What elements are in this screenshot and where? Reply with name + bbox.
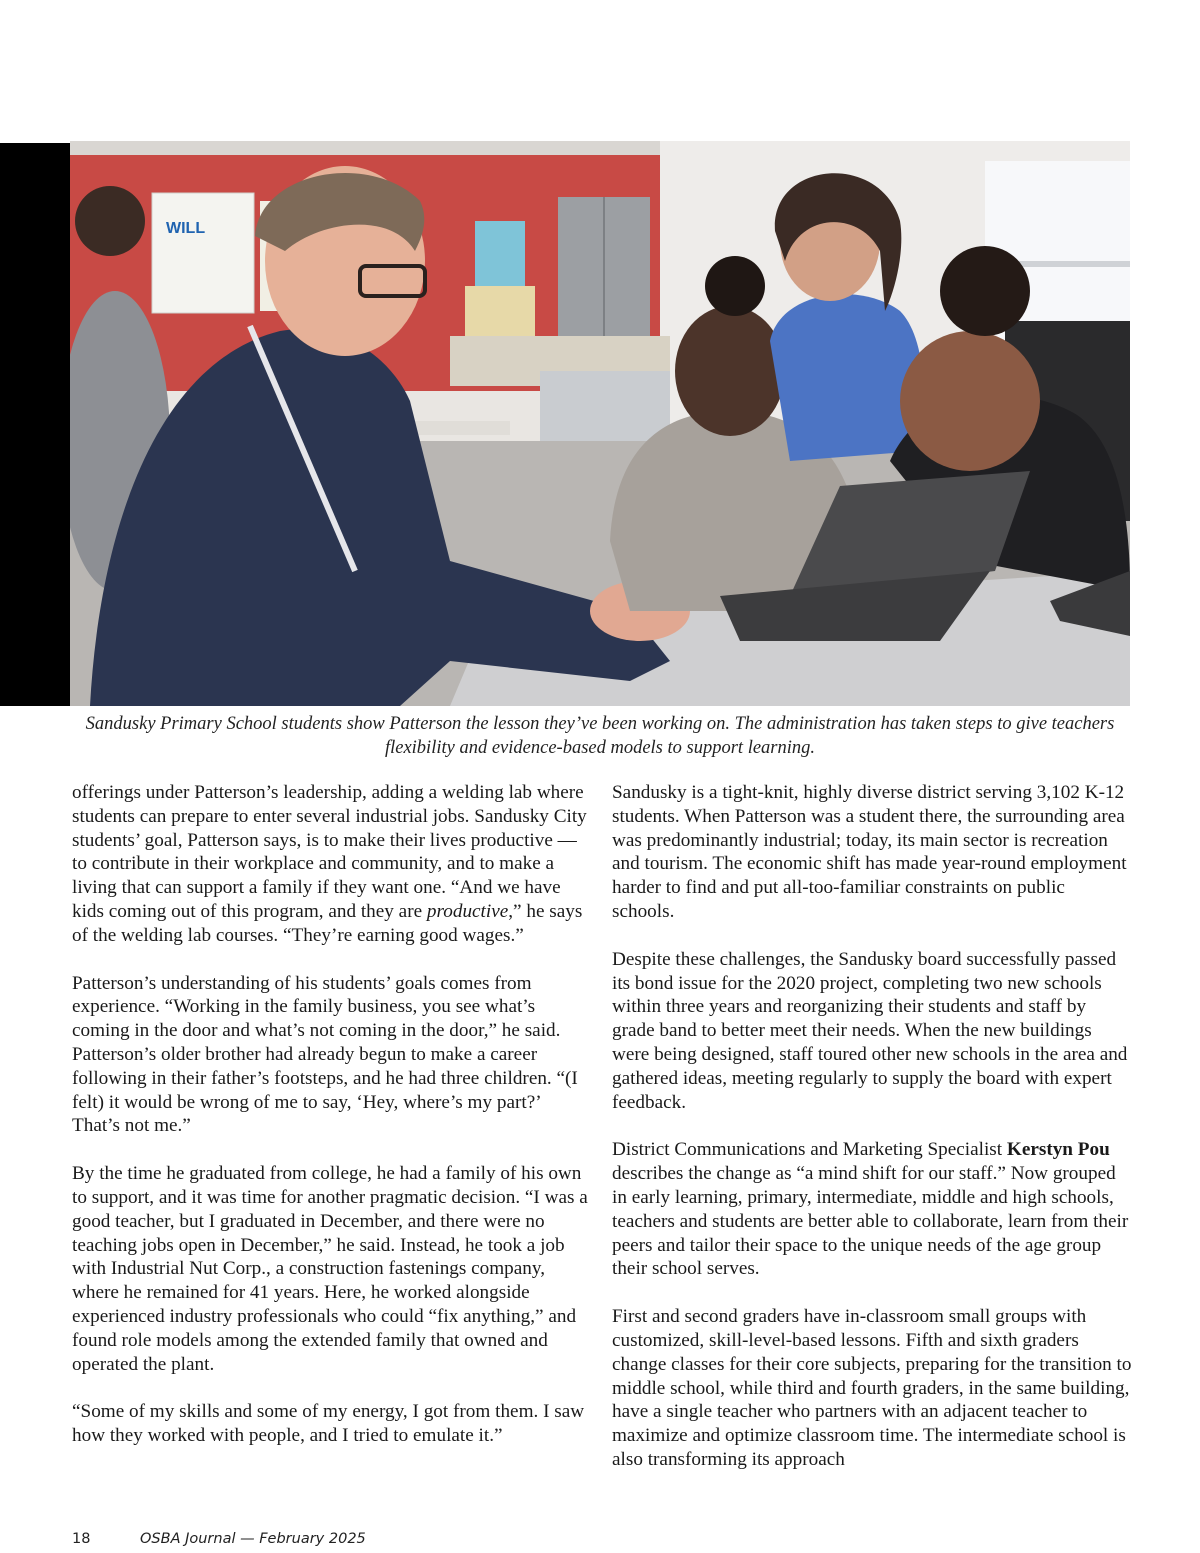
- paragraph-text: offerings under Patterson’s leadership, adding a welding lab where students can prepare to enter several industrial jobs. Sandusky City students’ goal, Patterson says, is to make their lives productive — to contribute in their workplace and community, and to make a living that can support a family if they want one. “And we have kids coming out of this program, and they are: [72, 782, 587, 922]
- page-footer: [72, 1531, 366, 1547]
- paragraph-text: District Communications and Marketing Specialist: [612, 1139, 1007, 1161]
- paragraph: [612, 1138, 1132, 1281]
- paragraph: [72, 781, 592, 948]
- left-column: [72, 781, 592, 1472]
- page-edge-bar: [0, 143, 72, 706]
- wall-poster-text: WILL: [166, 220, 206, 237]
- journal-title: OSBA Journal — February 2025: [140, 1531, 366, 1547]
- paragraph: By the time he graduated from college, he had a family of his own to support, and it was time for another pragmatic decision. “I was a good teacher, but I graduated in December, and there were no teaching jobs open in December,” he said. Instead, he took a job with Industrial Nut Corp., a construction fastenings company, where he remained for 41 years. Here, he worked alongside experienced industry professionals who could “fix anything,” and found role models among the extended family that owned and operated the plant.: [72, 1163, 588, 1375]
- page-number: 18: [72, 1531, 91, 1547]
- paragraph: Despite these challenges, the Sandusky board successfully passed its bond issue for the 2020 project, completing two new schools within three years and reorganizing their students and staff by grade band to better meet their needs. When the new buildings were being designed, staff toured other new schools in the area and gathered ideas, meeting regularly to supply the board with expert feedback.: [612, 948, 1128, 1113]
- photo-caption: Sandusky Primary School students show Patterson the lesson they’ve been working on. The administration has taken steps to give teachers flexibility and evidence-based models to support learning.: [85, 714, 1115, 758]
- paragraph-text: ,” he says of the welding lab courses. “They’re earning good wages.”: [72, 900, 583, 946]
- paragraph: First and second graders have in-classroom small groups with customized, skill-level-based lessons. Fifth and sixth graders change classes for their core subjects, preparing for the transition to middle school, while third and fourth graders, in the same building, have a single teacher who partners with an adjacent teacher to maximize and optimize classroom time. The intermediate school is also transforming its approach: [612, 1306, 1132, 1470]
- emphasis-text: productive: [426, 900, 509, 922]
- paragraph: “Some of my skills and some of my energy, I got from them. I saw how they worked with people, and I tried to emulate it.”: [72, 1401, 585, 1447]
- person-name: Kerstyn Pou: [1006, 1139, 1110, 1161]
- paragraph: Sandusky is a tight-knit, highly diverse district serving 3,102 K-12 students. When Patterson was a student there, the surrounding area was predominantly industrial; today, its main sector is recreation and tourism. The economic shift has made year-round employment harder to find and put all-too-familiar constraints on public schools.: [612, 782, 1127, 922]
- paragraph-text: describes the change as “a mind shift for our staff.” Now grouped in early learning, primary, intermediate, middle and high schools, teachers and students are better able to collaborate, learn from their peers and tailor their space to the unique needs of the age group their school serves.: [612, 1163, 1129, 1280]
- paragraph: Patterson’s understanding of his students’ goals comes from experience. “Working in the family business, you see what’s coming in the door and what’s not coming in the door,” he said. Patterson’s older brother had already begun to make a career following in their father’s footsteps, and he had three children. “(I felt) it would be wrong of me to say, ‘Hey, where’s my part?’ That’s not me.”: [72, 972, 578, 1137]
- classroom-photo: [70, 141, 1130, 706]
- right-column: [612, 781, 1132, 1496]
